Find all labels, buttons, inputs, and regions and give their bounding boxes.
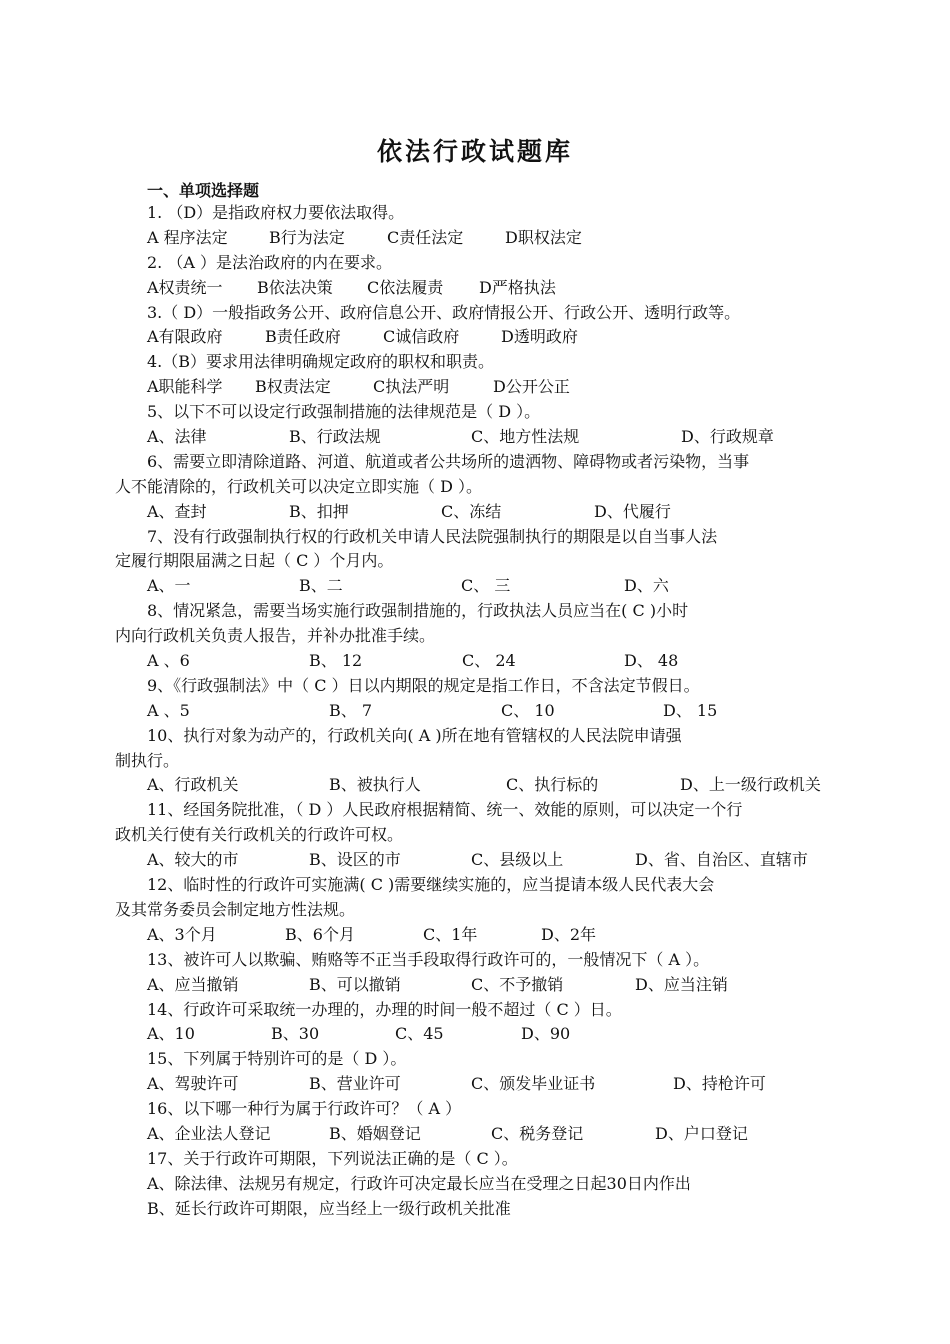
option: B、被执行人 [329, 775, 421, 795]
section-heading: 一、单项选择题 [147, 181, 260, 200]
option: C、1年 [423, 924, 478, 944]
option-row [115, 973, 840, 998]
question-text-continued: 政机关行使有关行政机关的行政许可权。 [115, 825, 404, 845]
question-text: 3.（ D）一般指政务公开、政府信息公开、政府情报公开、行政公开、透明行政等。 [147, 302, 741, 322]
option: B责任政府 [265, 327, 341, 347]
question-text: 9、《行政强制法》中（ C ）日以内期限的规定是指工作日，不含法定节假日。 [147, 675, 700, 695]
answer-line: A、除法律、法规另有规定，行政许可决定最长应当在受理之日起30日内作出 [147, 1173, 691, 1193]
option: A、应当撤销 [147, 974, 239, 994]
question-text: 5、以下不可以设定行政强制措施的法律规范是（ D ）。 [147, 402, 541, 422]
option: A、驾驶许可 [147, 1074, 239, 1094]
option: C责任法定 [387, 227, 464, 247]
option-row [115, 574, 840, 599]
option: B、行政法规 [289, 427, 381, 447]
question-text: 11、经国务院批准，（ D ）人民政府根据精简、统一、效能的原则，可以决定一个行 [147, 800, 743, 820]
question-text: 15、下列属于特别许可的是（ D ）。 [147, 1049, 407, 1069]
question-text: 16、以下哪一种行为属于行政许可？（ A ） [147, 1099, 462, 1119]
option-row [115, 773, 840, 798]
option: D、上一级行政机关 [680, 775, 821, 795]
option: D职权法定 [505, 227, 582, 247]
question-text: 7、没有行政强制执行权的行政机关申请人民法院强制执行的期限是以自当事人法 [147, 526, 718, 546]
question-text-continued: 定履行期限届满之日起（ C ）个月内。 [115, 551, 394, 571]
question-list [115, 201, 840, 1222]
option: A权责统一 [147, 277, 223, 297]
option: A、较大的市 [147, 850, 239, 870]
option-row [115, 699, 840, 724]
option: D、省、自治区、直辖市 [635, 850, 808, 870]
option: B依法决策 [257, 277, 333, 297]
question-text: 13、被许可人以欺骗、贿赂等不正当手段取得行政许可的，一般情况下（ A ）。 [147, 949, 710, 969]
question-text: 2. （A ）是法治政府的内在要求。 [147, 252, 392, 272]
option: C、 24 [462, 651, 516, 671]
option: D公开公正 [493, 377, 570, 397]
option: A、企业法人登记 [147, 1123, 271, 1143]
question-text-continued: 制执行。 [115, 750, 180, 770]
option: C依法履责 [367, 277, 444, 297]
option: C、执行标的 [506, 775, 599, 795]
question-text: 14、行政许可采取统一办理的，办理的时间一般不超过（ C ）日。 [147, 999, 622, 1019]
option-row [115, 649, 840, 674]
option: A、3个月 [147, 924, 217, 944]
option: D、行政规章 [681, 427, 774, 447]
option: D、90 [521, 1024, 571, 1044]
option: B、婚姻登记 [329, 1123, 421, 1143]
question-text: 17、关于行政许可期限，下列说法正确的是（ C ）。 [147, 1148, 518, 1168]
option: D、六 [624, 576, 669, 596]
option: C、颁发毕业证书 [471, 1074, 596, 1094]
question-text: 4.（B）要求用法律明确规定政府的职权和职责。 [147, 352, 495, 372]
option: C、45 [395, 1024, 444, 1044]
question-text: 12、临时性的行政许可实施满( C )需要继续实施的，应当提请本级人民代表大会 [147, 875, 715, 895]
option: D、 48 [624, 651, 679, 671]
option: C、县级以上 [471, 850, 564, 870]
question-text: 10、执行对象为动产的，行政机关向( A )所在地有管辖权的人民法院申请强 [147, 725, 682, 745]
option: B、设区的市 [309, 850, 401, 870]
option: C、 三 [461, 576, 511, 596]
option: B、 12 [309, 651, 363, 671]
option: B、30 [271, 1024, 320, 1044]
option: A、行政机关 [147, 775, 239, 795]
option: B、营业许可 [309, 1074, 401, 1094]
question-text-continued: 及其常务委员会制定地方性法规。 [115, 899, 356, 919]
option: B行为法定 [269, 227, 345, 247]
option: D、应当注销 [635, 974, 728, 994]
question-text: 6、需要立即清除道路、河道、航道或者公共场所的遗洒物、障碍物或者污染物，当事 [147, 451, 750, 471]
option: D严格执法 [479, 277, 556, 297]
option: B、 7 [329, 700, 373, 720]
option: C、冻结 [441, 501, 502, 521]
question-text-continued: 内向行政机关负责人报告，并补办批准手续。 [115, 626, 436, 646]
option-row [115, 848, 840, 873]
option: D、 15 [663, 700, 718, 720]
option: C、地方性法规 [471, 427, 580, 447]
option: A、一 [147, 576, 191, 596]
option-row [115, 1072, 840, 1097]
option: D、持枪许可 [673, 1074, 766, 1094]
option: B、可以撤销 [309, 974, 401, 994]
question-text-continued: 人不能清除的，行政机关可以决定立即实施（ D ）。 [115, 476, 483, 496]
page-title: 依法行政试题库 [376, 137, 573, 166]
option: A职能科学 [147, 377, 223, 397]
option: B、6个月 [285, 924, 355, 944]
option: C、税务登记 [491, 1123, 584, 1143]
option: B、二 [299, 576, 343, 596]
option: A、10 [147, 1024, 195, 1044]
option: D、代履行 [594, 501, 671, 521]
option: A有限政府 [147, 327, 223, 347]
option: A 、6 [147, 651, 190, 671]
option: C执法严明 [373, 377, 450, 397]
option: C诚信政府 [383, 327, 460, 347]
option: A 、5 [147, 700, 190, 720]
option-row [115, 375, 840, 400]
answer-line: B、延长行政许可期限，应当经上一级行政机关批准 [147, 1198, 511, 1218]
question-text: 1. （D）是指政府权力要依法取得。 [147, 203, 405, 222]
option-row [115, 1122, 840, 1147]
option: A 程序法定 [147, 227, 228, 247]
question-text: 8、情况紧急，需要当场实施行政强制措施的，行政执法人员应当在( C )小时 [147, 601, 689, 621]
option-row [115, 226, 840, 251]
option-row [115, 325, 840, 350]
option: D透明政府 [501, 327, 578, 347]
option-row [115, 500, 840, 525]
option: C、 10 [501, 700, 555, 720]
option: B、扣押 [289, 501, 349, 521]
option: D、2年 [541, 924, 597, 944]
option: A、法律 [147, 427, 207, 447]
option-row [115, 923, 840, 948]
option-row [115, 425, 840, 450]
option: C、不予撤销 [471, 974, 564, 994]
option-row [115, 276, 840, 301]
option: B权责法定 [255, 377, 331, 397]
option-row [115, 1022, 840, 1047]
option: A、查封 [147, 501, 207, 521]
option: D、户口登记 [655, 1123, 748, 1143]
